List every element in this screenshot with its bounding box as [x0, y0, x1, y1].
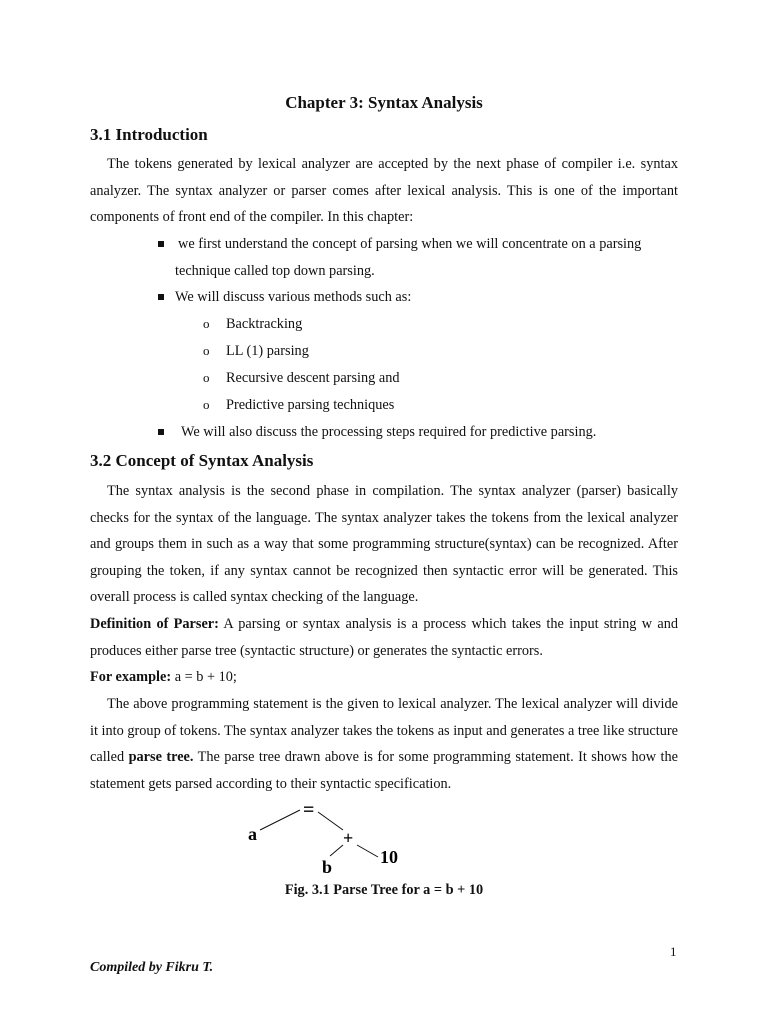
definition-text: A parsing or syntax analysis is a process which takes the input string w and produces either parse tree (syntactic structure) or generates the syntactic errors.	[90, 616, 678, 659]
square-bullet-icon	[158, 241, 164, 247]
section-heading-introduction: 3.1 Introduction	[90, 125, 208, 144]
page-number: 1	[670, 944, 677, 959]
definition-label: Definition of Parser:	[90, 616, 219, 632]
parse-tree-text-b: The parse tree drawn above is for some programming statement. It shows how the statement gets parsed according to their syntactic specification.	[90, 749, 678, 792]
circle-bullet-icon: o	[203, 370, 210, 385]
circle-bullet-icon: o	[203, 343, 210, 358]
tree-edge	[357, 845, 378, 857]
tree-edge	[330, 845, 343, 856]
circle-bullet-icon: o	[203, 316, 210, 331]
sub-list-item-text: Backtracking	[226, 316, 303, 332]
tree-edge	[318, 812, 343, 830]
tree-node-op-right: 10	[380, 847, 398, 867]
parse-tree-term: parse tree.	[128, 749, 194, 765]
circle-bullet-icon: o	[203, 397, 210, 412]
example-label: For example:	[90, 669, 172, 685]
bullet-3-text: We will also discuss the processing steps required for predictive parsing.	[181, 424, 597, 440]
parse-tree-text-a: The above programming statement is the given to lexical analyzer. The lexical analyzer will divide it into group of tokens. The syntax analyzer takes the tokens as input and generates a tree like structure called	[90, 696, 678, 765]
tree-node-root: =	[303, 799, 315, 821]
sub-list-item-text: Recursive descent parsing and	[226, 370, 400, 386]
page-title: Chapter 3: Syntax Analysis	[285, 93, 483, 112]
example-text: a = b + 10;	[171, 669, 237, 685]
tree-node-left: a	[248, 824, 257, 844]
bullet-1-line-1: we first understand the concept of parsing when we will concentrate on a parsing	[178, 236, 642, 252]
definition-paragraph	[90, 611, 678, 664]
bullet-2-text: We will discuss various methods such as:	[175, 289, 412, 305]
figure-caption: Fig. 3.1 Parse Tree for a = b + 10	[284, 882, 484, 898]
tree-node-op: +	[343, 828, 354, 848]
tree-node-op-left: b	[322, 857, 333, 877]
intro-paragraph: The tokens generated by lexical analyzer are accepted by the next phase of compiler i.e. syntax analyzer. The syntax analyzer or parser comes after lexical analysis. This is one of the important components of front end of the compiler. In this chapter:	[90, 156, 678, 225]
sub-list-item-text: Predictive parsing techniques	[226, 397, 395, 413]
square-bullet-icon	[158, 429, 164, 435]
tree-edge	[260, 810, 300, 830]
syntax-analysis-paragraph: The syntax analysis is the second phase in compilation. The syntax analyzer (parser) basically checks for the syntax of the language. The syntax analyzer takes the tokens from the lexical analyzer and groups them in such as a way that some programming structure(syntax) can be recognized. After grouping the token, if any syntax cannot be recognized then syntactic error will be generated. This overall process is called syntax checking of the language.	[90, 483, 678, 605]
footer-author: Compiled by Fikru T.	[90, 960, 214, 975]
parse-tree-figure	[230, 798, 430, 878]
section-heading-concept: 3.2 Concept of Syntax Analysis	[90, 451, 314, 470]
sub-list-item-text: LL (1) parsing	[226, 343, 309, 359]
parse-tree-paragraph	[90, 691, 678, 797]
bullet-1-line-2: technique called top down parsing.	[175, 263, 375, 279]
example-line	[90, 664, 678, 691]
square-bullet-icon	[158, 294, 164, 300]
